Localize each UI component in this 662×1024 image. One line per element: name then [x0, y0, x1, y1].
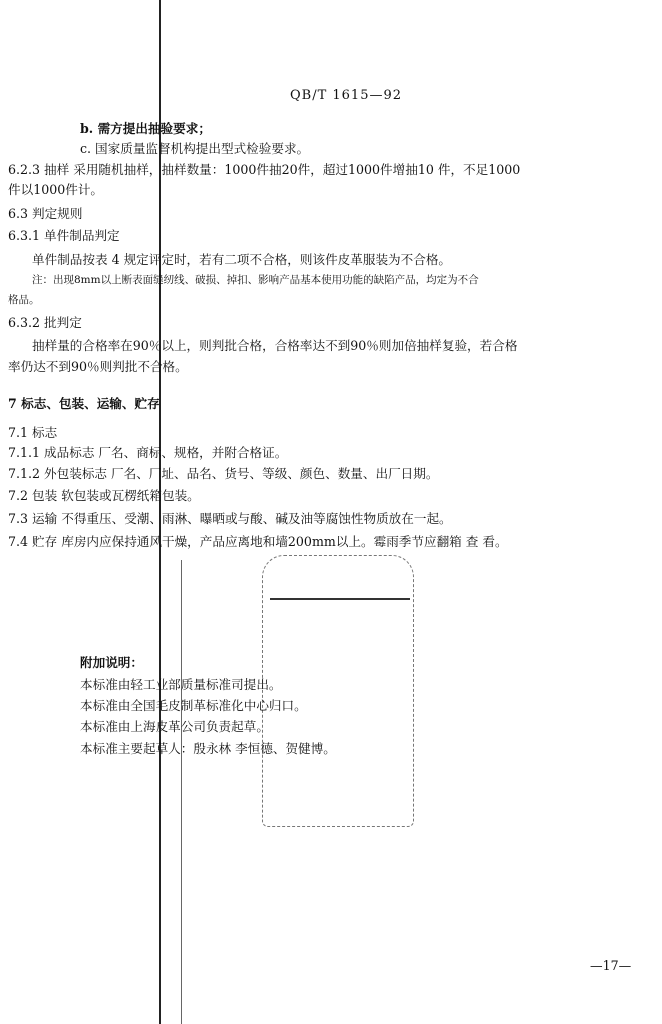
section-6-3-2: 6.3.2 批判定 [8, 315, 82, 330]
stamp-bar [270, 598, 410, 600]
section-6-3: 6.3 判定规则 [8, 206, 83, 221]
section-6-2-3-cont: 件以1000件计。 [8, 182, 104, 197]
section-6-3-2-line2: 率仍达不到90％则判批不合格。 [8, 359, 188, 374]
note-line-2: 格品。 [8, 294, 40, 306]
section-7-3: 7.3 运输 不得重压、受潮、雨淋、曝晒或与酸、碱及油等腐蚀性物质放在一起。 [8, 511, 452, 526]
section-7-1: 7.1 标志 [8, 425, 58, 440]
item-b: b. 需方提出抽验要求； [80, 121, 211, 136]
appendix-title: 附加说明： [80, 655, 143, 670]
section-7-1-2: 7.1.2 外包装标志 厂名、厂址、品名、货号、等级、颜色、数量、出厂日期。 [8, 466, 439, 481]
item-c: c. 国家质量监督机构提出型式检验要求。 [80, 141, 310, 156]
section-7-1-1: 7.1.1 成品标志 厂名、商标、规格，并附合格证。 [8, 445, 288, 460]
appendix-line-2: 本标准由全国毛皮制革标准化中心归口。 [80, 698, 307, 713]
section-6-3-1-body: 单件制品按表 4 规定评定时，若有二项不合格，则该件皮革服装为不合格。 [32, 252, 452, 267]
appendix-line-1: 本标准由轻工业部质量标准司提出。 [80, 677, 282, 692]
section-7-4: 7.4 贮存 库房内应保持通风干燥，产品应离地和墙200mm以上。霉雨季节应翻箱 查 看。 [8, 534, 508, 549]
standard-code-header: QB/T 1615—92 [290, 88, 403, 103]
section-7-heading: 7 标志、包装、运输、贮存 [8, 396, 160, 411]
binding-line-secondary [181, 560, 182, 1024]
page-number: —17— [590, 958, 632, 973]
section-6-2-3: 6.2.3 抽样 采用随机抽样，抽样数量：1000件抽20件，超过1000件增抽10 件，不足1000 [8, 162, 521, 177]
section-6-3-1: 6.3.1 单件制品判定 [8, 228, 120, 243]
appendix-line-4: 本标准主要起草人：殷永林 李恒德、贺健博。 [80, 741, 336, 756]
section-7-2: 7.2 包装 软包装或瓦楞纸箱包装。 [8, 488, 200, 503]
stamp-outline [262, 555, 414, 827]
note-line-1: 注：出现8mm以上断表面缝纫线、破损、掉扣、影响产品基本使用功能的缺陷产品，均定为不合 [32, 274, 479, 286]
section-6-3-2-line1: 抽样量的合格率在90％以上，则判批合格，合格率达不到90％则加倍抽样复验，若合格 [32, 338, 518, 353]
appendix-line-3: 本标准由上海皮革公司负责起草。 [80, 719, 269, 734]
